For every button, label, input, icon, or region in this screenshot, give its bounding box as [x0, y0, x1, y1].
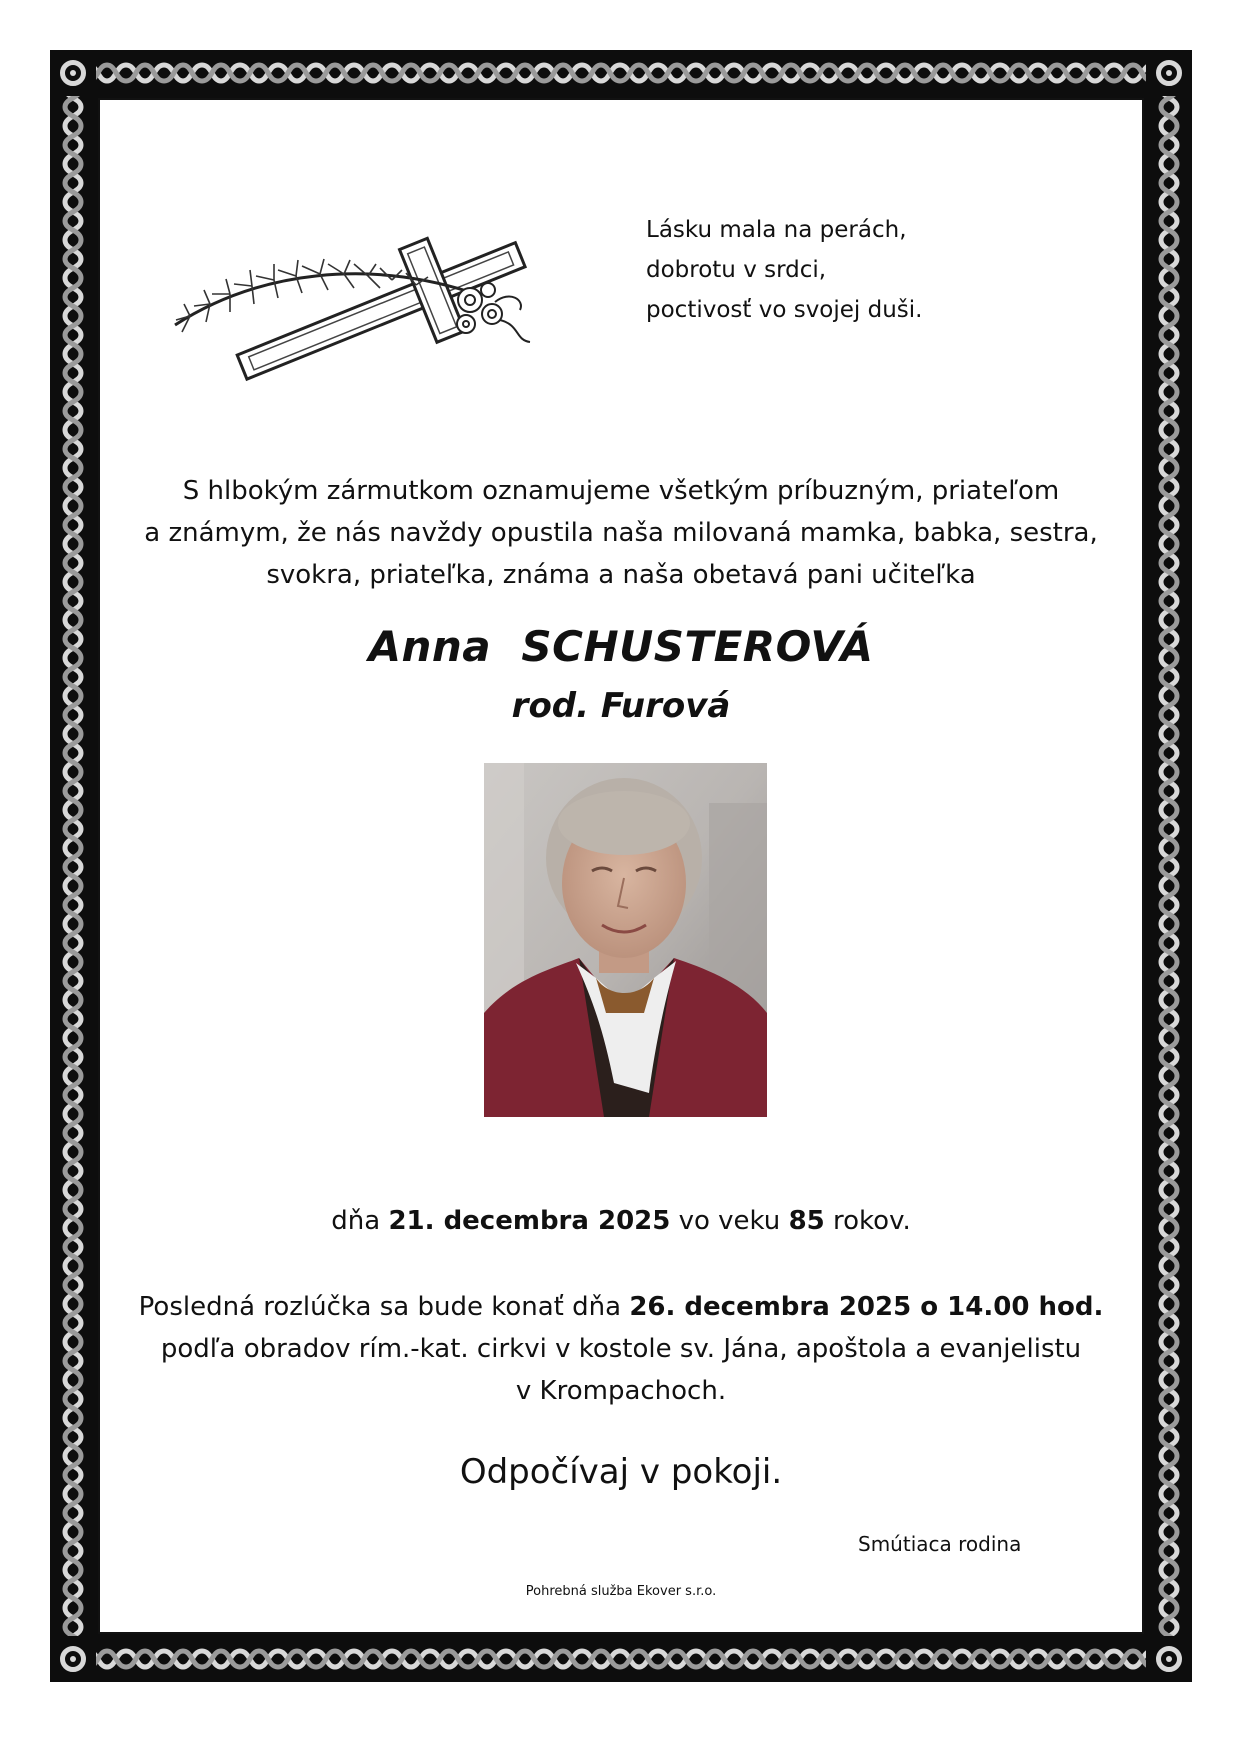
border-bottom-ornament — [50, 1636, 1192, 1682]
closing-phrase: Odpočívaj v pokoji. — [459, 1452, 783, 1492]
family-signature: Smútiaca rodina — [858, 1532, 1022, 1556]
ceremony-datetime: 26. decembra 2025 o 14.00 hod. — [629, 1292, 1104, 1322]
corner-ornament-icon — [50, 50, 96, 96]
announcement-line: S hlbokým zármutkom oznamujeme všetkým príbuzným, priateľom — [182, 476, 1060, 506]
announcement-line: svokra, priateľka, známa a naša obetavá pani učiteľka — [266, 560, 976, 590]
corner-ornament-icon — [1146, 1636, 1192, 1682]
ceremony-line: v Krompachoch. — [515, 1376, 727, 1406]
ceremony-line: podľa obradov rím.-kat. cirkvi v kostole sv. Jána, apoštola a evanjelistu — [160, 1334, 1082, 1364]
ceremony-line — [110, 1286, 1132, 1328]
border-left-ornament — [50, 50, 96, 1682]
deceased-name: Anna SCHUSTEROVÁ — [368, 622, 874, 671]
corner-ornament-icon — [1146, 50, 1192, 96]
death-info — [110, 1206, 1132, 1236]
border-top-ornament — [50, 50, 1192, 96]
border-right-ornament — [1146, 50, 1192, 1682]
announcement-line: a známym, že nás navždy opustila naša milovaná mamka, babka, sestra, — [144, 518, 1098, 548]
death-date: 21. decembra 2025 — [388, 1206, 671, 1236]
ceremony-prefix: Posledná rozlúčka sa bude konať dňa — [138, 1292, 630, 1322]
ceremony-info — [110, 1286, 1132, 1412]
death-middle: vo veku — [670, 1206, 789, 1236]
death-age: 85 — [788, 1206, 825, 1236]
funeral-service: Pohrebná služba Ekover s.r.o. — [525, 1584, 717, 1599]
death-suffix: rokov. — [824, 1206, 911, 1236]
death-prefix: dňa — [331, 1206, 389, 1236]
verse-line: Lásku mala na perách, — [646, 217, 907, 243]
verse-line: poctivosť vo svojej duši. — [646, 297, 923, 323]
portrait-photo — [484, 763, 767, 1117]
announcement — [110, 470, 1132, 596]
maiden-name: rod. Furová — [511, 686, 731, 726]
verse-line: dobrotu v srdci, — [646, 257, 827, 283]
cross-palm-icon — [170, 230, 570, 390]
corner-ornament-icon — [50, 1636, 96, 1682]
verse — [646, 210, 922, 330]
